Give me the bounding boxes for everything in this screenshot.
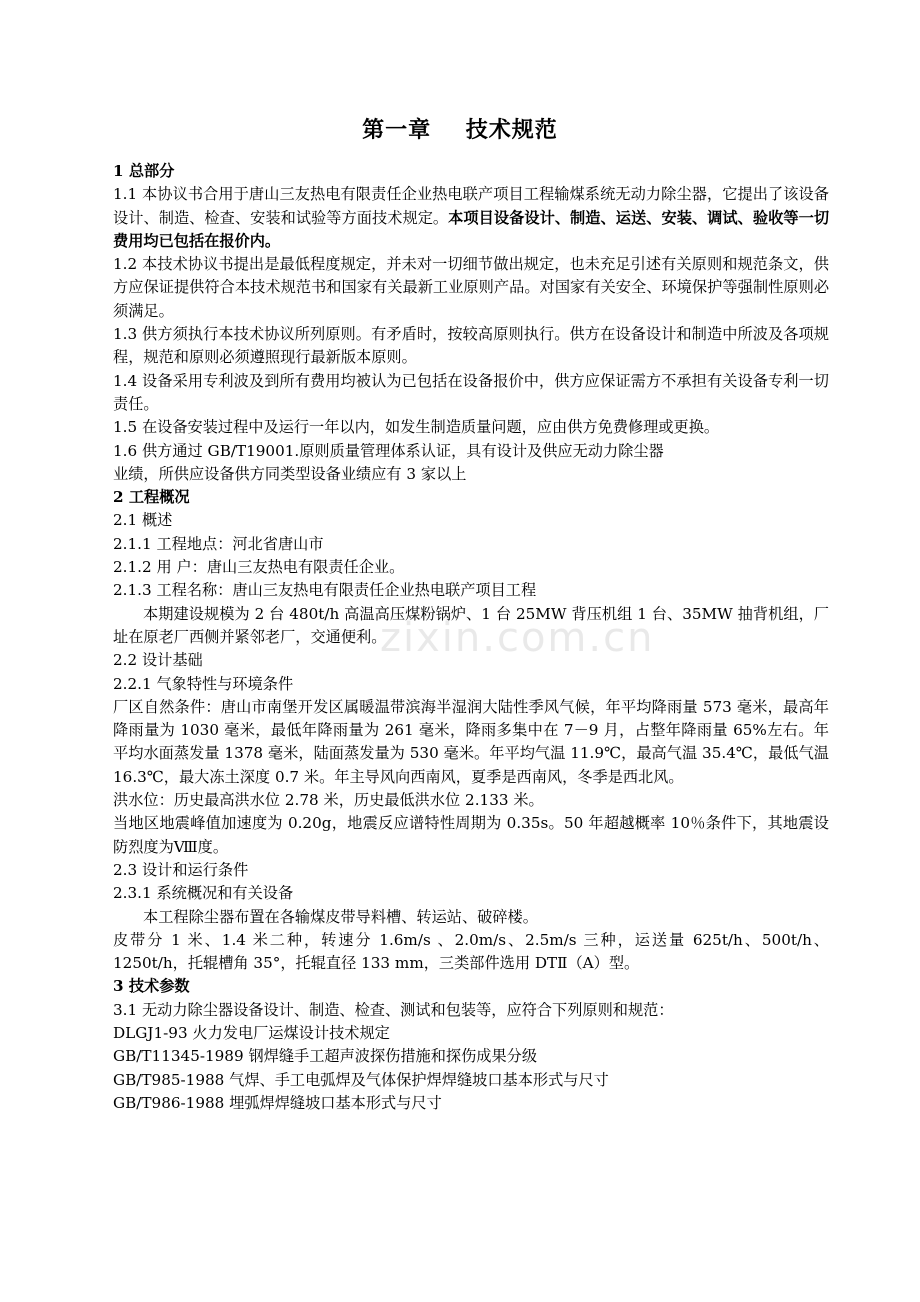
paragraph-2-1: 2.1 概述 [113,511,173,530]
section-heading-1: 1 总部分 [113,162,175,180]
standard-item: DLGJ1-93 火力发电厂运煤设计技术规定 [113,1023,390,1042]
paragraph-2-2: 2.2 设计基础 [113,651,203,670]
paragraph-belts: 皮带分 1 米、1.4 米二种，转速分 1.6m/s 、2.0m/s、2.5m/s 三种，运送量 625t/h、500t/h、1250t/h，托辊槽角 35°，托辊直径 133 mm，三类部件选用 DTⅡ（A）型。 [113,930,829,973]
paragraph-flood: 洪水位：历史最高洪水位 2.78 米，历史最低洪水位 2.133 米。 [113,791,544,810]
paragraph-2-1-2: 2.1.2 用 户：唐山三友热电有限责任企业。 [113,558,405,577]
paragraph-layout: 本工程除尘器布置在各输煤皮带导料槽、转运站、破碎楼。 [143,907,538,926]
paragraph-1-2: 1.2 本技术协议书提出是最低程度规定，并未对一切细节做出规定，也未充足引述有关原则和规范条文，供方应保证提供符合本技术规范书和国家有关最新工业原则产品。对国家有关安全、环境保护等强制性原则必须满足。 [113,255,829,320]
section-heading-2: 2 工程概况 [113,488,190,507]
watermark: zixin.com.cn [380,615,655,661]
paragraph-1-6: 1.6 供方通过 GB/T19001.原则质量管理体系认证，具有设计及供应无动力除尘器 [113,441,664,460]
paragraph-1-1 [113,183,829,253]
paragraph-scale: 本期建设规模为 2 台 480t/h 高温高压煤粉锅炉、1 台 25MW 背压机组 1 台、35MW 抽背机组，厂址在原老厂西侧并紧邻老厂，交通便利。 [113,604,829,646]
standard-item: GB/T985-1988 气焊、手工电弧焊及气体保护焊焊缝坡口基本形式与尺寸 [113,1070,609,1089]
paragraph-2-2-1: 2.2.1 气象特性与环境条件 [113,674,294,693]
paragraph-bold-text: 本项目设备设计、制造、运送、安装、调试、验收等一切费用均已包括在报价内。 [113,208,830,250]
paragraph-2-3: 2.3 设计和运行条件 [113,860,249,879]
paragraph-2-1-1: 2.1.1 工程地点：河北省唐山市 [113,534,324,553]
paragraph-2-3-1: 2.3.1 系统概况和有关设备 [113,884,294,903]
document-body [113,160,829,1115]
section-heading-3: 3 技术参数 [113,977,190,996]
paragraph-2-1-3: 2.1.3 工程名称：唐山三友热电有限责任企业热电联产项目工程 [113,581,537,600]
paragraph-climate: 厂区自然条件：唐山市南堡开发区属暖温带滨海半湿润大陆性季风气候，年平均降雨量 573 毫米，最高年降雨量为 1030 毫米，最低年降雨量为 261 毫米，降雨多集中在 7－9 月，占整年降雨量 65%左右。年平均水面蒸发量 1378 毫米，陆面蒸发量为 530 毫米。年平均气温 11.9℃，最高气温 35.4℃，最低气温 16.3℃，最大冻土深度 0.7 米。年主导风向西南风，夏季是西南风，冬季是西北风。 [113,697,829,786]
standard-item: GB/T986-1988 埋弧焊焊缝坡口基本形式与尺寸 [113,1093,442,1112]
paragraph-3-1: 3.1 无动力除尘器设备设计、制造、检查、测试和包装等，应符合下列原则和规范： [113,1000,674,1019]
standard-item: GB/T11345-1989 钢焊缝手工超声波探伤措施和探伤成果分级 [113,1047,538,1066]
paragraph-1-4: 1.4 设备采用专利波及到所有费用均被认为已包括在设备报价中，供方应保证需方不承担有关设备专利一切责任。 [113,371,829,413]
paragraph-1-6-cont: 业绩，所供应设备供方同类型设备业绩应有 3 家以上 [113,464,467,483]
paragraph-earthquake: 当地区地震峰值加速度为 0.20g，地震反应谱特性周期为 0.35s。50 年超越概率 10％条件下，其地震设防烈度为Ⅷ度。 [113,814,829,856]
paragraph-1-3: 1.3 供方须执行本技术协议所列原则。有矛盾时，按较高原则执行。供方在设备设计和制造中所波及各项规程，规范和原则必须遵照现行最新版本原则。 [113,325,829,367]
paragraph-text: 1.1 本协议书合用于唐山三友热电有限责任企业热电联产项目工程输煤系统无动力除尘器，它提出了该设备设计、制造、检查、安装和试验等方面技术规定。 [113,185,829,227]
chapter-title: 第一章 技术规范 [362,117,558,143]
paragraph-1-5: 1.5 在设备安装过程中及运行一年以内，如发生制造质量问题，应由供方免费修理或更换。 [113,418,720,437]
